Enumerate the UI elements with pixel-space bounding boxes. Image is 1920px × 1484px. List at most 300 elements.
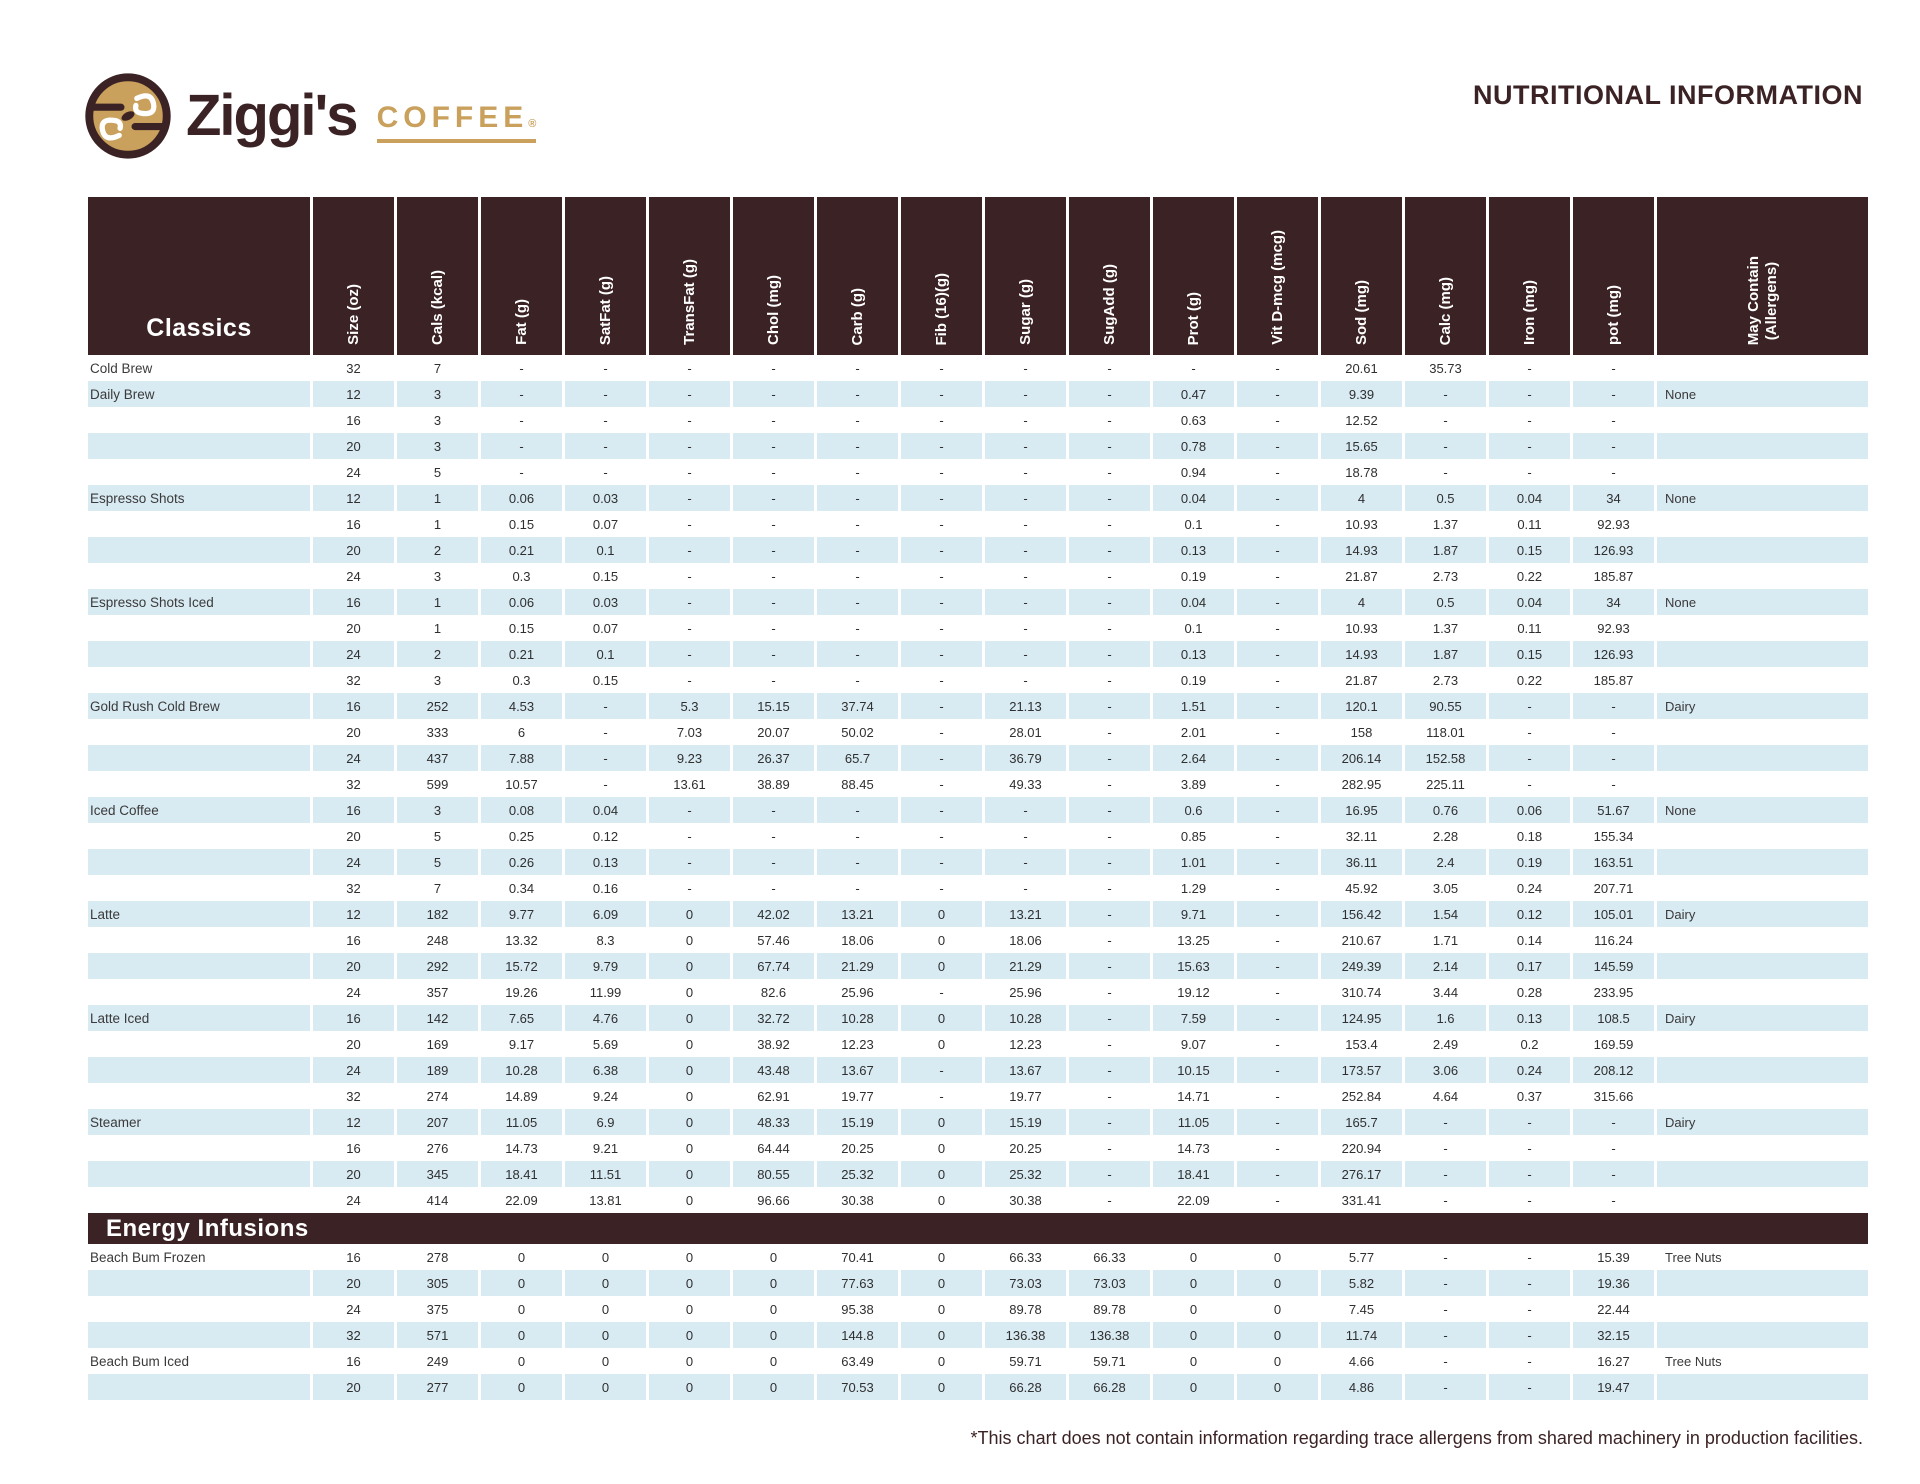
value-cell: 38.89	[730, 771, 814, 797]
value-cell: 233.95	[1570, 979, 1654, 1005]
value-cell: 1	[394, 615, 478, 641]
value-cell: 5	[394, 849, 478, 875]
value-cell: 0	[898, 1322, 982, 1348]
allergen-cell	[1654, 823, 1868, 849]
value-cell: 19.36	[1570, 1270, 1654, 1296]
item-name-cell: Beach Bum Iced	[90, 1353, 190, 1369]
value-cell: -	[1066, 1031, 1150, 1057]
value-cell: -	[646, 615, 730, 641]
table-row	[88, 615, 1868, 641]
value-cell: 142	[394, 1005, 478, 1031]
value-cell: 0.06	[478, 485, 562, 511]
value-cell: 0.13	[1486, 1005, 1570, 1031]
allergen-cell	[1654, 771, 1868, 797]
value-cell: 252	[394, 693, 478, 719]
value-cell: 16	[310, 1348, 394, 1374]
value-cell: 0.11	[1486, 511, 1570, 537]
value-cell: 18.78	[1318, 459, 1402, 485]
item-name-cell: Cold Brew	[90, 360, 153, 376]
value-cell: -	[982, 485, 1066, 511]
value-cell: 24	[310, 459, 394, 485]
value-cell: 13.21	[814, 901, 898, 927]
value-cell: -	[1234, 1031, 1318, 1057]
value-cell: 277	[394, 1374, 478, 1400]
value-cell: -	[1402, 1270, 1486, 1296]
value-cell: 0.25	[478, 823, 562, 849]
value-cell: 0	[646, 1296, 730, 1322]
table-row	[88, 1244, 1868, 1270]
value-cell: 20	[310, 615, 394, 641]
value-cell: 0	[1150, 1348, 1234, 1374]
value-cell: 0	[646, 1374, 730, 1400]
value-cell: -	[982, 407, 1066, 433]
item-name-cell	[88, 875, 310, 901]
value-cell: -	[730, 589, 814, 615]
value-cell: -	[1486, 745, 1570, 771]
item-name-cell	[88, 1270, 310, 1296]
value-cell: 77.63	[814, 1270, 898, 1296]
value-cell: 89.78	[1066, 1296, 1150, 1322]
column-header-sod-mg: Sod (mg)	[1318, 197, 1402, 355]
value-cell: -	[1486, 433, 1570, 459]
value-cell: 21.87	[1318, 667, 1402, 693]
value-cell: 0.1	[562, 537, 646, 563]
value-cell: 32.11	[1318, 823, 1402, 849]
value-cell: -	[1234, 693, 1318, 719]
value-cell: -	[1066, 1161, 1150, 1187]
value-cell: 7.45	[1318, 1296, 1402, 1322]
value-cell: 0.47	[1150, 381, 1234, 407]
value-cell: -	[646, 797, 730, 823]
value-cell: 16	[310, 693, 394, 719]
value-cell: -	[814, 355, 898, 381]
value-cell: -	[1570, 433, 1654, 459]
value-cell: -	[1402, 381, 1486, 407]
value-cell: -	[982, 823, 1066, 849]
column-header-sugar-g: Sugar (g)	[982, 197, 1066, 355]
item-name-cell: Espresso Shots	[88, 485, 310, 511]
value-cell: -	[1234, 667, 1318, 693]
value-cell: 0	[730, 1296, 814, 1322]
value-cell: 0.19	[1486, 849, 1570, 875]
value-cell: 15.65	[1318, 433, 1402, 459]
value-cell: 0.5	[1402, 589, 1486, 615]
value-cell: -	[1066, 901, 1150, 927]
item-name-cell: Iced Coffee	[88, 797, 310, 823]
value-cell: 158	[1318, 719, 1402, 745]
value-cell: -	[898, 979, 982, 1005]
value-cell: 0	[898, 1348, 982, 1374]
value-cell: 16	[310, 407, 394, 433]
table-row	[88, 797, 1868, 823]
value-cell: 169	[394, 1031, 478, 1057]
value-cell: 15.19	[982, 1109, 1066, 1135]
column-header-calc-mg: Calc (mg)	[1402, 197, 1486, 355]
value-cell: -	[814, 511, 898, 537]
value-cell: -	[1066, 875, 1150, 901]
value-cell: -	[1402, 433, 1486, 459]
value-cell: 0.04	[1150, 589, 1234, 615]
table-body	[88, 355, 1868, 1400]
value-cell: 30.38	[982, 1187, 1066, 1213]
value-cell: 0	[646, 1109, 730, 1135]
value-cell: -	[1066, 433, 1150, 459]
column-header-carb-g: Carb (g)	[814, 197, 898, 355]
value-cell: 0	[898, 1031, 982, 1057]
value-cell: 25.32	[814, 1161, 898, 1187]
value-cell: 16	[310, 1244, 394, 1270]
value-cell: 32.15	[1570, 1322, 1654, 1348]
value-cell: 173.57	[1318, 1057, 1402, 1083]
value-cell: 90.55	[1402, 693, 1486, 719]
value-cell: 0	[562, 1374, 646, 1400]
value-cell: 13.67	[814, 1057, 898, 1083]
value-cell: 24	[310, 641, 394, 667]
value-cell: -	[898, 693, 982, 719]
value-cell: -	[1234, 511, 1318, 537]
brand-logo	[84, 72, 536, 160]
value-cell: 89.78	[982, 1296, 1066, 1322]
value-cell: 19.26	[478, 979, 562, 1005]
value-cell: 22.09	[1150, 1187, 1234, 1213]
value-cell: 182	[394, 901, 478, 927]
value-cell: -	[730, 407, 814, 433]
value-cell: 0.22	[1486, 563, 1570, 589]
value-cell: -	[478, 433, 562, 459]
allergen-cell: None	[1654, 485, 1868, 511]
value-cell: 26.37	[730, 745, 814, 771]
value-cell: -	[1066, 485, 1150, 511]
value-cell: 32	[310, 1322, 394, 1348]
allergen-cell	[1654, 615, 1868, 641]
value-cell: 20	[310, 953, 394, 979]
page-title: NUTRITIONAL INFORMATION	[1473, 80, 1863, 110]
value-cell: 0	[898, 1161, 982, 1187]
table-row	[88, 1031, 1868, 1057]
value-cell: -	[1150, 355, 1234, 381]
value-cell: 14.71	[1150, 1083, 1234, 1109]
value-cell: 24	[310, 745, 394, 771]
value-cell: 0.1	[562, 641, 646, 667]
value-cell: -	[1234, 407, 1318, 433]
value-cell: -	[562, 771, 646, 797]
value-cell: 5	[394, 459, 478, 485]
column-header-sugadd-g: SugAdd (g)	[1066, 197, 1150, 355]
value-cell: 9.23	[646, 745, 730, 771]
value-cell: 375	[394, 1296, 478, 1322]
value-cell: -	[982, 875, 1066, 901]
value-cell: -	[1066, 693, 1150, 719]
table-row	[88, 901, 1868, 927]
value-cell: 66.33	[1066, 1244, 1150, 1270]
value-cell: 0	[1150, 1296, 1234, 1322]
table-row	[88, 407, 1868, 433]
value-cell: 357	[394, 979, 478, 1005]
allergen-cell: None	[1654, 797, 1868, 823]
value-cell: 13.61	[646, 771, 730, 797]
value-cell: 45.92	[1318, 875, 1402, 901]
item-name-cell	[88, 1296, 310, 1322]
value-cell: 310.74	[1318, 979, 1402, 1005]
value-cell: 3	[394, 407, 478, 433]
value-cell: -	[1234, 589, 1318, 615]
value-cell: 0	[730, 1270, 814, 1296]
value-cell: 20	[310, 1270, 394, 1296]
value-cell: 3.89	[1150, 771, 1234, 797]
value-cell: 16.95	[1318, 797, 1402, 823]
value-cell: -	[1486, 1296, 1570, 1322]
value-cell: -	[814, 381, 898, 407]
value-cell: -	[730, 641, 814, 667]
value-cell: 169.59	[1570, 1031, 1654, 1057]
value-cell: -	[730, 459, 814, 485]
item-name-cell: Beach Bum Frozen	[90, 1249, 206, 1265]
value-cell: 8.3	[562, 927, 646, 953]
allergen-cell	[1654, 953, 1868, 979]
value-cell: -	[646, 641, 730, 667]
value-cell: -	[730, 381, 814, 407]
value-cell: 1.01	[1150, 849, 1234, 875]
allergen-cell	[1654, 719, 1868, 745]
table-row	[88, 1322, 1868, 1348]
value-cell: 24	[310, 563, 394, 589]
value-cell: 0.12	[1486, 901, 1570, 927]
value-cell: -	[1234, 797, 1318, 823]
value-cell: 34	[1570, 589, 1654, 615]
value-cell: 0.94	[1150, 459, 1234, 485]
value-cell: -	[814, 459, 898, 485]
value-cell: -	[646, 849, 730, 875]
value-cell: 3.44	[1402, 979, 1486, 1005]
value-cell: 189	[394, 1057, 478, 1083]
value-cell: -	[1234, 901, 1318, 927]
value-cell: 13.81	[562, 1187, 646, 1213]
value-cell: -	[1066, 771, 1150, 797]
value-cell: 16	[310, 511, 394, 537]
table-row	[88, 823, 1868, 849]
value-cell: -	[1570, 1135, 1654, 1161]
value-cell: -	[982, 797, 1066, 823]
value-cell: 10.57	[478, 771, 562, 797]
value-cell: -	[1402, 407, 1486, 433]
value-cell: 126.93	[1570, 641, 1654, 667]
table-row	[88, 1057, 1868, 1083]
value-cell: -	[982, 667, 1066, 693]
value-cell: -	[1570, 407, 1654, 433]
table-row	[88, 537, 1868, 563]
value-cell: -	[814, 641, 898, 667]
value-cell: -	[814, 823, 898, 849]
item-name-cell	[88, 1161, 310, 1187]
value-cell: 2	[394, 537, 478, 563]
coffee-swirl-icon	[84, 72, 172, 160]
table-row	[88, 719, 1868, 745]
table-row	[88, 381, 1868, 407]
value-cell: -	[1066, 823, 1150, 849]
value-cell: 0	[478, 1296, 562, 1322]
item-name-cell	[88, 953, 310, 979]
value-cell: 0	[478, 1270, 562, 1296]
value-cell: -	[1234, 1005, 1318, 1031]
value-cell: 2.73	[1402, 563, 1486, 589]
value-cell: -	[1402, 1187, 1486, 1213]
value-cell: 0.37	[1486, 1083, 1570, 1109]
value-cell: -	[898, 641, 982, 667]
value-cell: 5.3	[646, 693, 730, 719]
value-cell: 155.34	[1570, 823, 1654, 849]
value-cell: -	[1066, 1057, 1150, 1083]
value-cell: 73.03	[982, 1270, 1066, 1296]
value-cell: 331.41	[1318, 1187, 1402, 1213]
value-cell: -	[814, 875, 898, 901]
allergen-cell	[1654, 563, 1868, 589]
value-cell: -	[1570, 719, 1654, 745]
table-row	[88, 1109, 1868, 1135]
value-cell: 21.29	[814, 953, 898, 979]
value-cell: -	[1570, 355, 1654, 381]
value-cell: -	[982, 537, 1066, 563]
allergen-cell: Dairy	[1654, 693, 1868, 719]
item-name-cell: Daily Brew	[88, 381, 310, 407]
table-row	[88, 1270, 1868, 1296]
value-cell: -	[1234, 979, 1318, 1005]
value-cell: 2.73	[1402, 667, 1486, 693]
value-cell: 14.93	[1318, 537, 1402, 563]
brand-subname: COFFEE®	[377, 103, 537, 143]
value-cell: 0.3	[478, 667, 562, 693]
value-cell: 96.66	[730, 1187, 814, 1213]
value-cell: 0	[646, 1322, 730, 1348]
value-cell: 48.33	[730, 1109, 814, 1135]
value-cell: 9.39	[1318, 381, 1402, 407]
value-cell: -	[1234, 849, 1318, 875]
value-cell: 20	[310, 719, 394, 745]
value-cell: 18.41	[1150, 1161, 1234, 1187]
value-cell: -	[1066, 589, 1150, 615]
value-cell: -	[562, 693, 646, 719]
value-cell: 1	[394, 511, 478, 537]
value-cell: -	[1066, 979, 1150, 1005]
value-cell: 0.08	[478, 797, 562, 823]
value-cell: 278	[394, 1244, 478, 1270]
value-cell: 276.17	[1318, 1161, 1402, 1187]
value-cell: 185.87	[1570, 667, 1654, 693]
value-cell: -	[898, 667, 982, 693]
table-row	[88, 1187, 1868, 1213]
value-cell: 11.05	[1150, 1109, 1234, 1135]
value-cell: -	[982, 355, 1066, 381]
value-cell: 18.06	[814, 927, 898, 953]
header-row	[88, 197, 1868, 355]
value-cell: 4.53	[478, 693, 562, 719]
allergen-cell	[1654, 459, 1868, 485]
value-cell: 50.02	[814, 719, 898, 745]
value-cell: 66.28	[1066, 1374, 1150, 1400]
value-cell: 92.93	[1570, 615, 1654, 641]
value-cell: -	[1234, 1135, 1318, 1161]
value-cell: -	[478, 355, 562, 381]
value-cell: 57.46	[730, 927, 814, 953]
value-cell: -	[898, 485, 982, 511]
value-cell: 0	[1234, 1348, 1318, 1374]
value-cell: -	[898, 1057, 982, 1083]
value-cell: -	[814, 407, 898, 433]
value-cell: 0.03	[562, 589, 646, 615]
table-row	[88, 355, 1868, 381]
value-cell: 16	[310, 1005, 394, 1031]
value-cell: -	[898, 459, 982, 485]
value-cell: 59.71	[1066, 1348, 1150, 1374]
item-name-cell	[88, 1083, 310, 1109]
item-name-cell	[88, 407, 310, 433]
value-cell: -	[982, 563, 1066, 589]
value-cell: 0.78	[1150, 433, 1234, 459]
value-cell: 7.03	[646, 719, 730, 745]
value-cell: 6.38	[562, 1057, 646, 1083]
value-cell: -	[730, 615, 814, 641]
value-cell: 65.7	[814, 745, 898, 771]
value-cell: 12	[310, 485, 394, 511]
item-name-cell	[88, 537, 310, 563]
value-cell: 3	[394, 381, 478, 407]
value-cell: 10.93	[1318, 511, 1402, 537]
value-cell: -	[1486, 1270, 1570, 1296]
value-cell: 1.71	[1402, 927, 1486, 953]
value-cell: -	[1066, 537, 1150, 563]
value-cell: 0.13	[1150, 537, 1234, 563]
value-cell: -	[1486, 719, 1570, 745]
value-cell: 0	[898, 901, 982, 927]
value-cell: 22.09	[478, 1187, 562, 1213]
value-cell: 5.77	[1318, 1244, 1402, 1270]
value-cell: 1.51	[1150, 693, 1234, 719]
value-cell: -	[1486, 1348, 1570, 1374]
value-cell: 0	[646, 1135, 730, 1161]
value-cell: -	[1234, 875, 1318, 901]
allergen-cell	[1654, 1161, 1868, 1187]
value-cell: 0	[1150, 1270, 1234, 1296]
value-cell: 4.66	[1318, 1348, 1402, 1374]
value-cell: 0	[646, 1083, 730, 1109]
value-cell: 3.06	[1402, 1057, 1486, 1083]
value-cell: -	[982, 641, 1066, 667]
table-row	[88, 667, 1868, 693]
value-cell: 0.21	[478, 537, 562, 563]
value-cell: 249	[394, 1348, 478, 1374]
value-cell: 7.88	[478, 745, 562, 771]
value-cell: 7	[394, 875, 478, 901]
value-cell: 0.28	[1486, 979, 1570, 1005]
value-cell: 70.53	[814, 1374, 898, 1400]
value-cell: 0	[898, 953, 982, 979]
value-cell: -	[982, 381, 1066, 407]
column-header-prot-g: Prot (g)	[1150, 197, 1234, 355]
value-cell: 124.95	[1318, 1005, 1402, 1031]
value-cell: -	[982, 589, 1066, 615]
value-cell: -	[1066, 849, 1150, 875]
value-cell: 9.21	[562, 1135, 646, 1161]
value-cell: -	[1570, 771, 1654, 797]
value-cell: 32	[310, 667, 394, 693]
value-cell: 6.9	[562, 1109, 646, 1135]
value-cell: -	[1066, 563, 1150, 589]
value-cell: -	[646, 563, 730, 589]
value-cell: 2.4	[1402, 849, 1486, 875]
table-row	[88, 641, 1868, 667]
value-cell: 0.63	[1150, 407, 1234, 433]
table-row	[88, 1135, 1868, 1161]
value-cell: 2.64	[1150, 745, 1234, 771]
